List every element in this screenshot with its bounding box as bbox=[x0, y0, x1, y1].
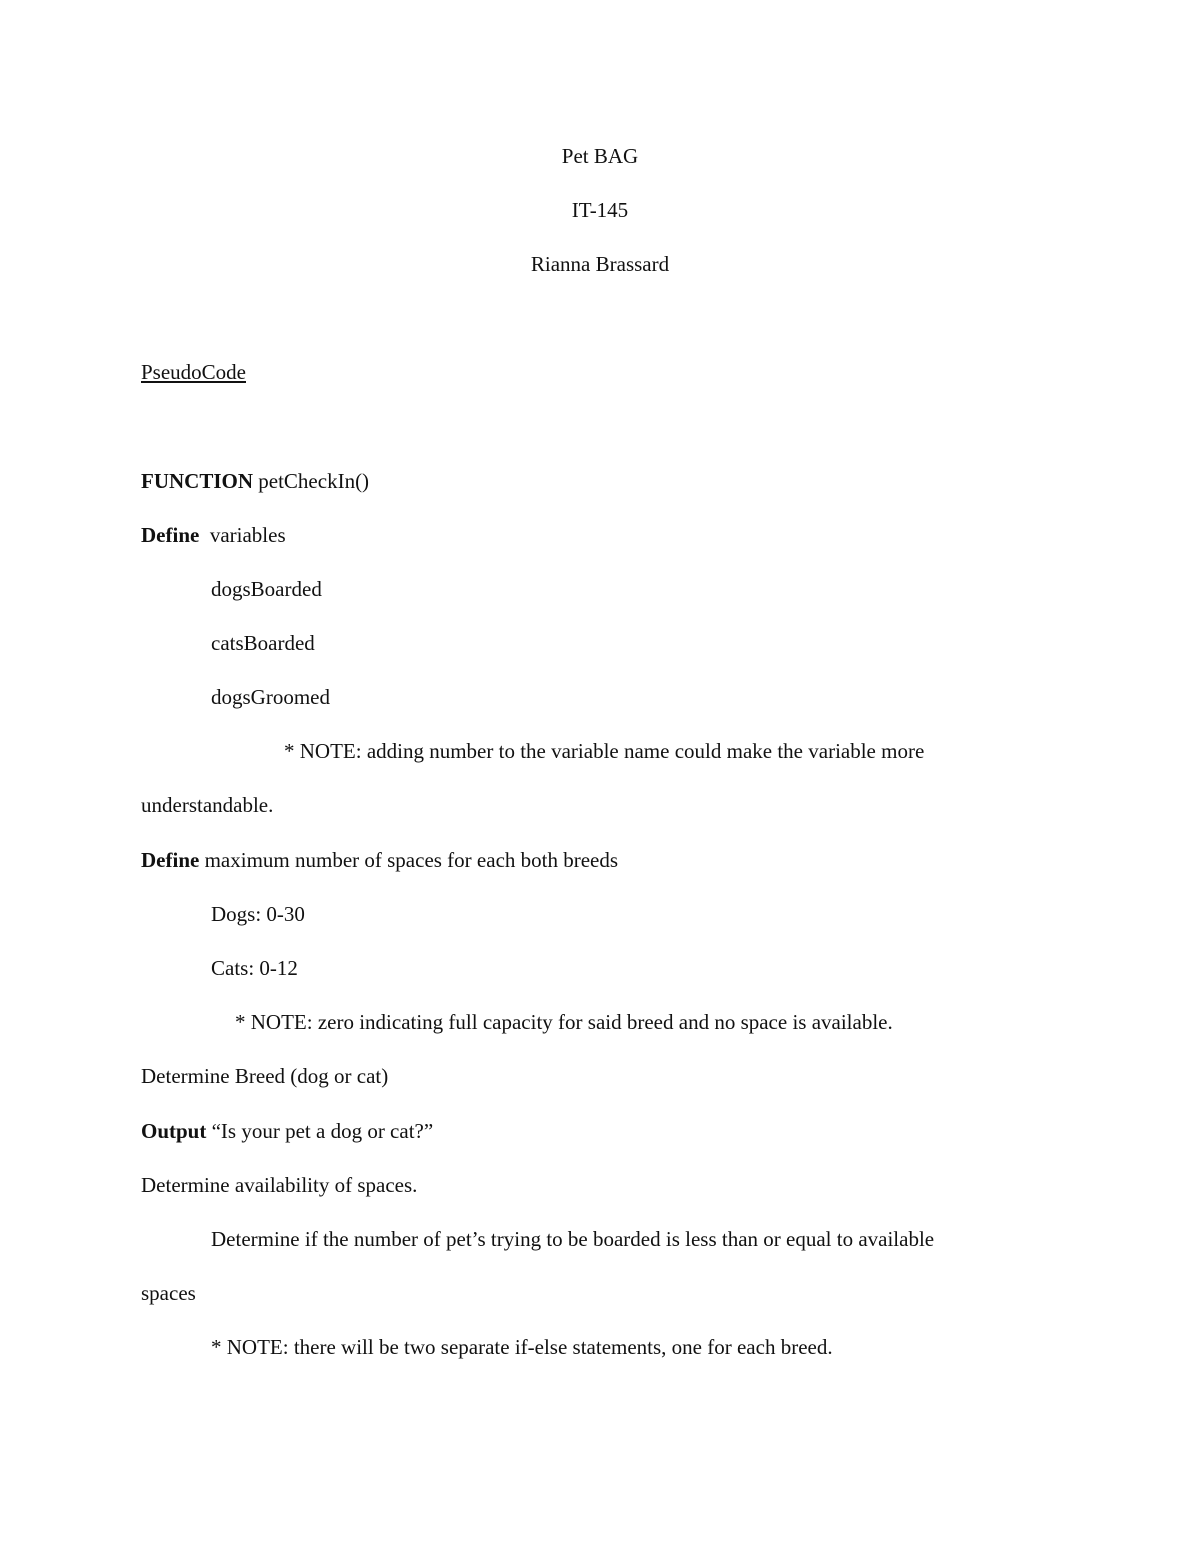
define-max-spaces-line bbox=[141, 846, 618, 874]
function-name: petCheckIn() bbox=[253, 469, 370, 493]
document-title: Pet BAG bbox=[561, 144, 639, 168]
note-if-else: * NOTE: there will be two separate if-else statements, one for each breed. bbox=[211, 1335, 833, 1359]
function-keyword: FUNCTION bbox=[141, 469, 254, 493]
note-variable-naming-continued: understandable. bbox=[141, 793, 274, 817]
course-code: IT-145 bbox=[571, 198, 629, 222]
note-zero-capacity: * NOTE: zero indicating full capacity for said breed and no space is available. bbox=[235, 1010, 893, 1034]
output-line bbox=[141, 1117, 433, 1145]
section-heading-pseudocode: PseudoCode bbox=[141, 360, 246, 384]
define-keyword: Define bbox=[141, 848, 200, 872]
variable-dogs-boarded: dogsBoarded bbox=[211, 577, 322, 601]
author-name: Rianna Brassard bbox=[530, 252, 670, 276]
determine-number-line-continued: spaces bbox=[141, 1281, 196, 1305]
dogs-range: Dogs: 0-30 bbox=[211, 902, 305, 926]
define-keyword: Define bbox=[141, 523, 200, 547]
define-text: maximum number of spaces for each both breeds bbox=[199, 848, 619, 872]
output-keyword: Output bbox=[141, 1119, 207, 1143]
variable-dogs-groomed: dogsGroomed bbox=[211, 685, 330, 709]
note-variable-naming: * NOTE: adding number to the variable name could make the variable more bbox=[284, 739, 925, 763]
determine-breed-line: Determine Breed (dog or cat) bbox=[141, 1064, 389, 1088]
determine-availability-line: Determine availability of spaces. bbox=[141, 1173, 418, 1197]
function-line bbox=[141, 467, 369, 495]
cats-range: Cats: 0-12 bbox=[211, 956, 298, 980]
variable-cats-boarded: catsBoarded bbox=[211, 631, 315, 655]
output-text: “Is your pet a dog or cat?” bbox=[206, 1119, 434, 1143]
define-variables-line bbox=[141, 521, 286, 549]
determine-number-line: Determine if the number of pet’s trying to be boarded is less than or equal to available bbox=[211, 1227, 935, 1251]
define-text: variables bbox=[199, 523, 286, 547]
